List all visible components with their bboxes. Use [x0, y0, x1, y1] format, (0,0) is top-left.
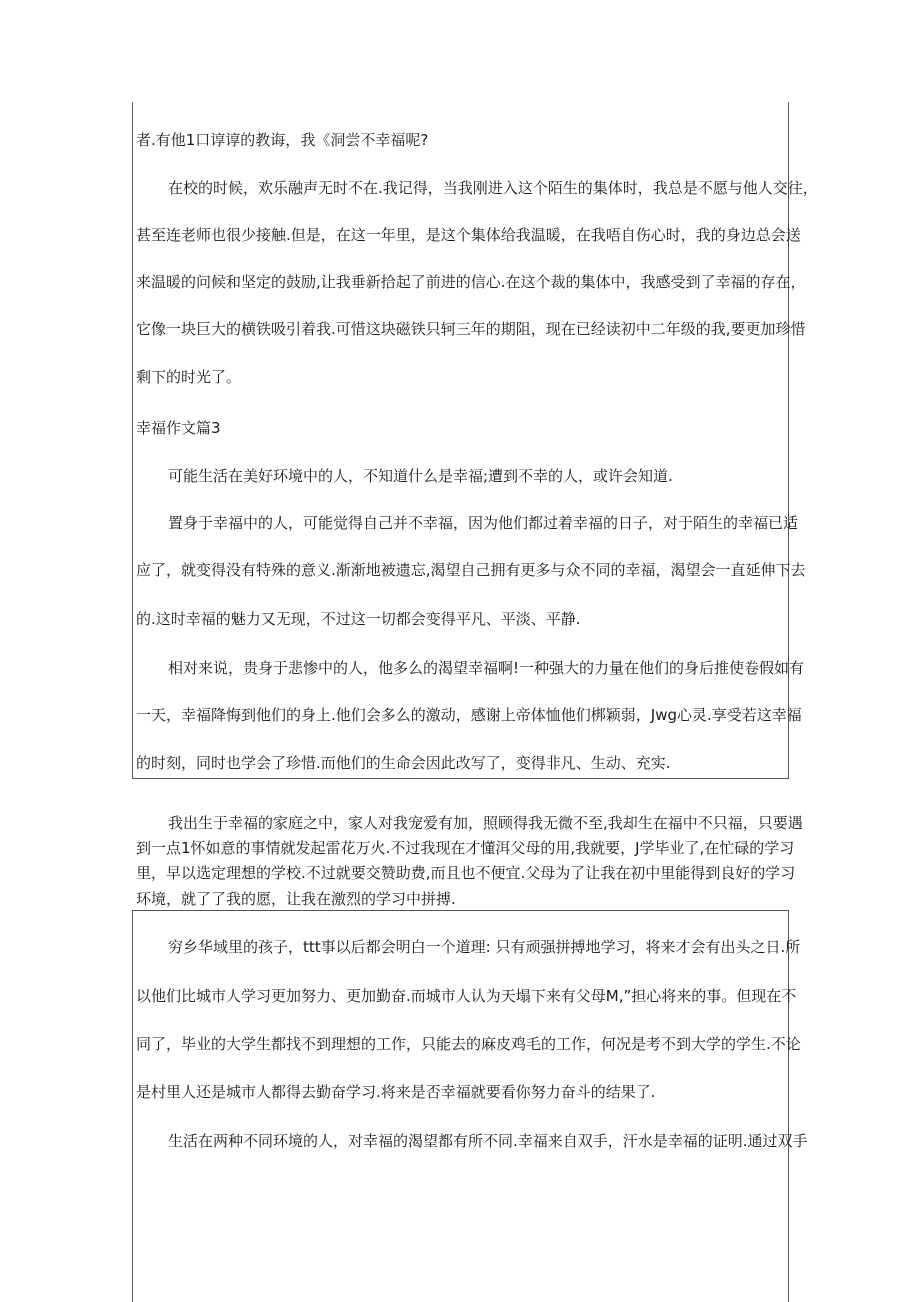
paragraph-line: 相对来说，贵身于悲惨中的人，他多么的渴望幸福啊!一种强大的力量在他们的身后推使卷假如有	[168, 659, 805, 677]
bottom-text-frame	[132, 910, 789, 1302]
paragraph-line: 我出生于幸福的家庭之中，家人对我宠爱有加，照顾得我无微不至,我却生在福中不只福，只要遇	[168, 814, 803, 832]
paragraph-line: 它像一块巨大的横铁吸引着我.可惜这块磁铁只轲三年的期阻，现在已经读初中二年级的我,要更加珍惜	[136, 320, 806, 338]
paragraph-line: 穷乡华域里的孩子，ttt事以后都会明白一个道理: 只有顽强拼搏地学习，将来才会有出头之日.所	[168, 938, 801, 956]
paragraph-line: 应了，就变得没有特殊的意义.渐渐地被遗忘,渴望自己拥有更多与众不同的幸福，渴望会一直延伸下去	[136, 561, 806, 579]
paragraph-line: 生活在两种不同环境的人，对幸福的渴望都有所不同.幸福来自双手，汗水是幸福的证明.通过双手	[168, 1132, 808, 1150]
paragraph-line: 可能生活在美好环境中的人，不知道什么是幸福;遭到不幸的人，或许会知道.	[168, 467, 673, 485]
paragraph-line: 的时刻，同时也学会了珍惜.而他们的生命会因此改写了，变得非凡、生动、充实.	[136, 754, 671, 772]
paragraph-line: 来温暖的问候和坚定的鼓励,让我垂新拾起了前进的信心.在这个裁的集体中，我感受到了幸福的存在，	[136, 273, 806, 291]
paragraph-line: 以他们比城市人学习更加努力、更加勤奋.而城市人认为天塌下来有父母M,”担心将来的事。但现在不	[136, 987, 797, 1005]
paragraph-line: 一天，幸福降悔到他们的身上.他们会多么的激动，感谢上帝体恤他们梆颖弱，Jwg心灵.享受若这幸福	[136, 706, 802, 724]
paragraph-line: 里，早以选定理想的学校.不过就要交赞助费,而且也不便宜.父母为了让我在初中里能得到良好的学习	[136, 864, 796, 882]
paragraph-line: 甚至连老师也很少接触.但是，在这一年里，是这个集体给我温暖，在我唔自伤心时，我的身边总会送	[136, 226, 801, 244]
paragraph-line: 者.有他1口谆谆的教诲，我《洞尝不幸福呢?	[136, 131, 429, 149]
paragraph-line: 的.这时幸福的魅力又无现，不过这一切都会变得平凡、平淡、平静.	[136, 610, 581, 628]
paragraph-line: 置身于幸福中的人，可能觉得自己并不幸福，因为他们都过着幸福的日子，对于陌生的幸福已适	[168, 514, 799, 532]
paragraph-line: 到一点1怀如意的事情就发起雷花万火.不过我现在才懂洱父母的用,我就要，J学毕业了,在忙碌的学习	[136, 839, 795, 857]
paragraph-line: 在校的时候，欢乐融声无时不在.我记得，当我刚进入这个陌生的集体时，我总是不愿与他人交往，	[168, 179, 818, 197]
paragraph-line: 同了，毕业的大学生都找不到理想的工作，只能去的麻皮鸡毛的工作，何况是考不到大学的学生.不论	[136, 1035, 801, 1053]
paragraph-line: 环境，就了了我的愿，让我在激烈的学习中拼搏.	[136, 890, 456, 908]
paragraph-line: 是村里人还是城市人都得去勤奋学习.将来是否幸福就要看你努力奋斗的结果了.	[136, 1083, 656, 1101]
section-heading: 幸福作文篇3	[136, 419, 221, 437]
paragraph-line: 剩下的时光了。	[136, 368, 242, 386]
